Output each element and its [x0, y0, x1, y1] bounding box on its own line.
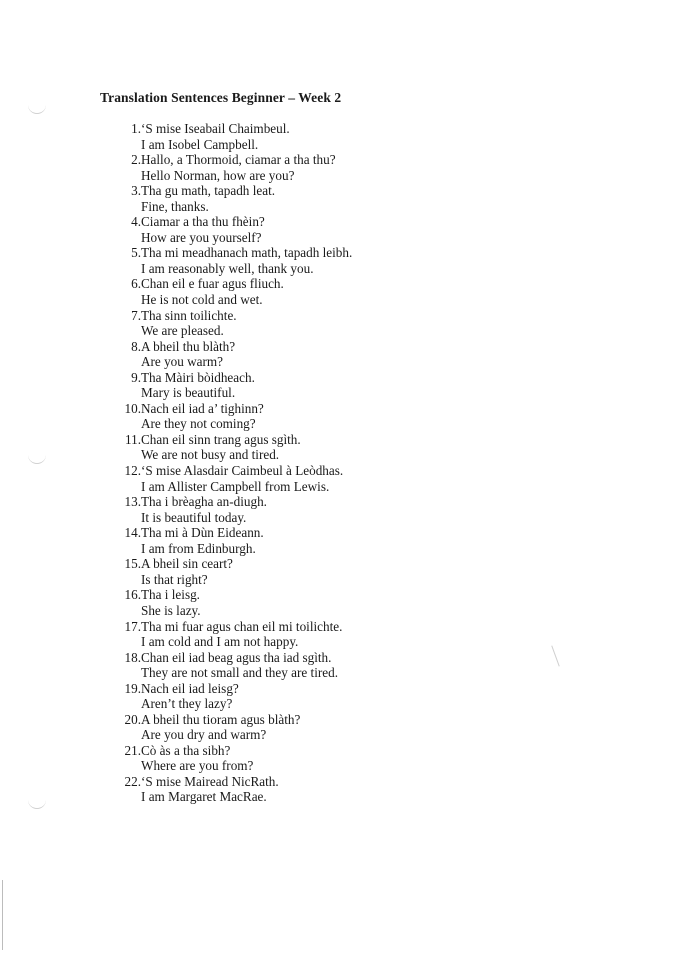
english-translation: We are not busy and tired.: [141, 447, 280, 463]
item-number: 19.: [124, 680, 141, 696]
item-number: 3.: [131, 183, 141, 199]
list-item: [112, 494, 552, 525]
item-number: 10.: [124, 400, 141, 416]
gaelic-sentence: Tha i brèagha an-diugh.: [141, 494, 267, 510]
list-item: [112, 370, 552, 401]
english-translation: I am cold and I am not happy.: [141, 634, 299, 649]
english-translation: Are you dry and warm?: [141, 727, 267, 743]
item-lines: [141, 463, 343, 494]
list-item: [112, 619, 552, 650]
english-translation: Where are you from?: [141, 758, 254, 774]
gaelic-sentence: A bheil thu tioram agus blàth?: [141, 711, 301, 727]
scan-mark: [28, 105, 46, 114]
list-item: [112, 339, 552, 370]
list-item: [112, 743, 552, 774]
item-lines: [141, 525, 264, 556]
gaelic-sentence: A bheil sin ceart?: [141, 556, 233, 572]
gaelic-sentence: ‘S mise Alasdair Caimbeul à Leòdhas.: [141, 463, 344, 479]
item-number: 16.: [124, 587, 141, 603]
english-translation: I am Allister Campbell from Lewis.: [141, 478, 330, 494]
page-title: Translation Sentences Beginner – Week 2: [100, 90, 342, 105]
list-item: [112, 183, 552, 214]
item-lines: [141, 494, 267, 525]
list-item: [112, 712, 552, 743]
item-number: 9.: [131, 369, 141, 385]
english-translation: Mary is beautiful.: [141, 385, 236, 401]
english-translation: Are you warm?: [141, 354, 224, 370]
item-lines: [141, 712, 300, 743]
gaelic-sentence: Cò às a tha sibh?: [141, 742, 231, 758]
item-number: 5.: [131, 245, 141, 261]
item-lines: [141, 245, 352, 276]
list-item: [112, 650, 552, 681]
item-lines: [141, 370, 255, 401]
list-item: [112, 121, 552, 152]
item-lines: [141, 587, 201, 618]
item-number: 1.: [131, 121, 141, 136]
item-number: 7.: [131, 307, 141, 323]
gaelic-sentence: A bheil thu blàth?: [141, 338, 236, 354]
gaelic-sentence: Tha gu math, tapadh leat.: [141, 183, 276, 199]
english-translation: It is beautiful today.: [141, 509, 247, 525]
english-translation: Is that right?: [141, 571, 208, 587]
english-translation: I am from Edinburgh.: [141, 540, 256, 556]
gaelic-sentence: Tha mi meadhanach math, tapadh leibh.: [141, 245, 353, 261]
gaelic-sentence: Tha mi à Dùn Eideann.: [141, 525, 264, 541]
item-lines: [141, 214, 265, 245]
item-number: 6.: [131, 276, 141, 292]
list-item: [112, 276, 552, 307]
list-item: [112, 214, 552, 245]
scan-mark: [28, 455, 46, 464]
list-item: [112, 401, 552, 432]
item-number: 18.: [124, 649, 141, 665]
scan-mark: [28, 800, 46, 809]
english-translation: He is not cold and wet.: [141, 291, 263, 307]
item-lines: [141, 743, 253, 774]
gaelic-sentence: Chan eil iad beag agus tha iad sgìth.: [141, 649, 332, 665]
item-number: 22.: [124, 773, 141, 789]
list-item: [112, 463, 552, 494]
item-lines: [141, 401, 264, 432]
gaelic-sentence: Hallo, a Thormoid, ciamar a tha thu?: [141, 152, 336, 168]
item-number: 13.: [124, 494, 141, 510]
item-lines: [141, 556, 233, 587]
list-item: [112, 308, 552, 339]
english-translation: Are they not coming?: [141, 416, 256, 432]
item-lines: [141, 276, 284, 307]
gaelic-sentence: Tha sinn toilichte.: [141, 307, 237, 323]
item-number: 14.: [124, 525, 141, 541]
gaelic-sentence: Chan eil sinn trang agus sgìth.: [141, 431, 301, 447]
item-lines: [141, 308, 237, 339]
list-item: [112, 432, 552, 463]
item-lines: [141, 774, 279, 805]
item-lines: [141, 619, 342, 650]
english-translation: Fine, thanks.: [141, 198, 209, 214]
list-item: [112, 525, 552, 556]
list-item: [112, 681, 552, 712]
item-lines: [141, 152, 336, 183]
item-lines: [141, 339, 235, 370]
item-number: 20.: [124, 711, 141, 727]
item-number: 8.: [131, 338, 141, 354]
gaelic-sentence: ‘S mise Iseabail Chaimbeul.: [141, 121, 290, 136]
gaelic-sentence: ‘S mise Mairead NicRath.: [141, 773, 279, 789]
list-item: [112, 587, 552, 618]
english-translation: I am reasonably well, thank you.: [141, 260, 314, 276]
scan-mark: [2, 880, 3, 950]
list-item: [112, 556, 552, 587]
list-item: [112, 152, 552, 183]
english-translation: How are you yourself?: [141, 229, 262, 245]
item-lines: [141, 650, 338, 681]
english-translation: She is lazy.: [141, 602, 201, 618]
gaelic-sentence: Nach eil iad leisg?: [141, 680, 239, 696]
english-translation: I am Isobel Campbell.: [141, 136, 259, 152]
item-number: 21.: [124, 742, 141, 758]
gaelic-sentence: Ciamar a tha thu fhèin?: [141, 214, 265, 230]
sentence-list: [112, 121, 552, 805]
gaelic-sentence: Nach eil iad a’ tighinn?: [141, 400, 264, 416]
item-number: 17.: [124, 618, 141, 634]
list-item: [112, 774, 552, 805]
item-number: 2.: [131, 152, 141, 168]
item-lines: [141, 432, 301, 463]
english-translation: We are pleased.: [141, 323, 224, 339]
item-lines: [141, 121, 290, 152]
item-number: 15.: [124, 556, 141, 572]
item-number: 4.: [131, 214, 141, 230]
item-number: 12.: [124, 463, 141, 479]
gaelic-sentence: Tha mi fuar agus chan eil mi toilichte.: [141, 618, 343, 634]
scan-mark: [551, 645, 559, 666]
item-lines: [141, 681, 239, 712]
english-translation: Hello Norman, how are you?: [141, 167, 295, 183]
list-item: [112, 245, 552, 276]
gaelic-sentence: Tha i leisg.: [141, 587, 200, 603]
gaelic-sentence: Tha Màiri bòidheach.: [141, 369, 255, 385]
english-translation: Aren’t they lazy?: [141, 696, 233, 712]
item-number: 11.: [125, 431, 141, 447]
gaelic-sentence: Chan eil e fuar agus fliuch.: [141, 276, 284, 292]
english-translation: I am Margaret MacRae.: [141, 789, 267, 805]
english-translation: They are not small and they are tired.: [141, 665, 339, 681]
item-lines: [141, 183, 275, 214]
